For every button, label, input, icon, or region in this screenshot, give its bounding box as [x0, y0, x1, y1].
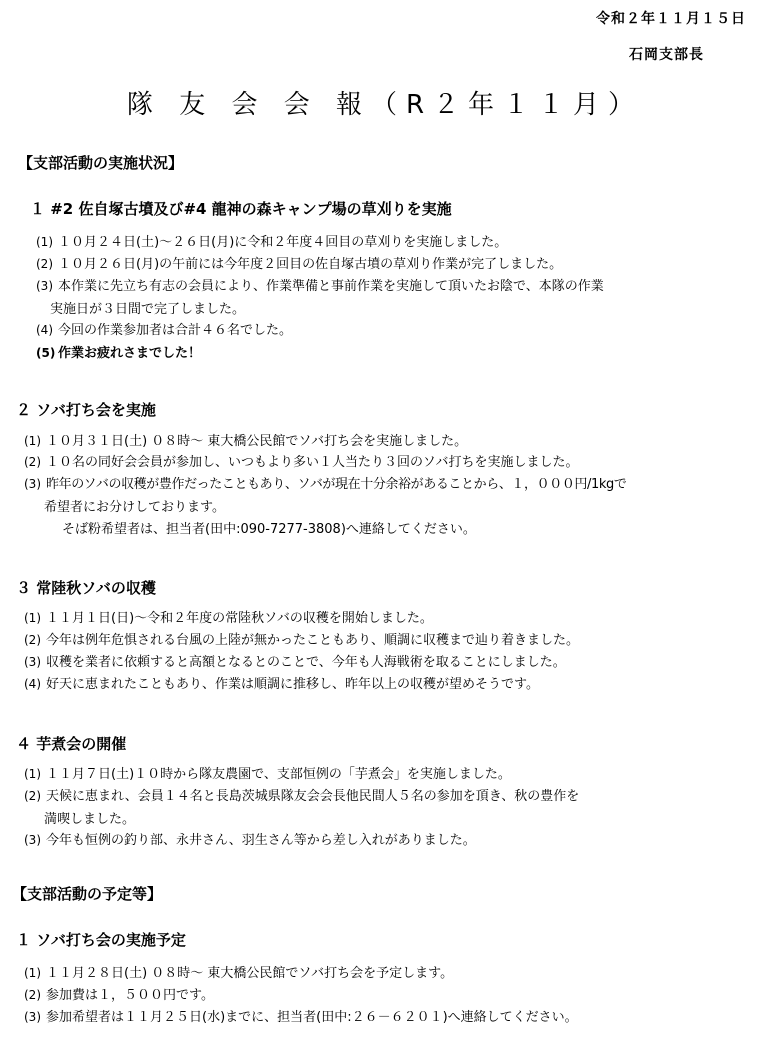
list-item: (5) 作業お疲れさまでした！	[36, 346, 202, 361]
heading-soba-plan: １ ソバ打ち会の実施予定	[16, 931, 186, 949]
list-item: (3) 収穫を業者に依頼すると高額となるとのことで、今年も人海戦術を取ることにしました。	[24, 655, 566, 670]
list-item: (2) 参加費は１，５００円です。	[24, 988, 214, 1003]
list-item-continuation: 実施日が３日間で完了しました。	[50, 302, 246, 317]
heading-imoni: ４ 芋煮会の開催	[16, 735, 127, 753]
list-item: (2) １０名の同好会会員が参加し、いつもより多い１人当たり３回のソバ打ちを実施しました。	[24, 455, 579, 470]
list-item: (3) 今年も恒例の釣り部、永井さん、羽生さん等から差し入れがありました。	[24, 833, 476, 848]
document-title: 隊 友 会 会 報（R２年１１月）	[126, 90, 644, 120]
list-item-continuation: 希望者にお分けしております。	[44, 500, 225, 515]
list-item: (2) 天候に恵まれ、会員１４名と長島茨城県隊友会会長他民間人５名の参加を頂き、秋の豊作を	[24, 789, 580, 804]
list-item: (2) 今年は例年危惧される台風の上陸が無かったこともあり、順調に収穫まで辿り着きました。	[24, 633, 580, 648]
document-date: 令和２年１１月１５日	[596, 11, 746, 27]
heading-soba-event: ２ ソバ打ち会を実施	[16, 401, 156, 419]
list-item: (4) 今回の作業参加者は合計４６名でした。	[36, 323, 293, 338]
contact-note: そば粉希望者は、担当者(田中:090-7277-3808)へ連絡してください。	[62, 522, 476, 537]
list-item: (3) 本作業に先立ち有志の会員により、作業準備と事前作業を実施して頂いたお陰で、本隊の作業	[36, 279, 604, 294]
list-item: (2) １０月２６日(月)の午前には今年度２回目の佐自塚古墳の草刈り作業が完了しました。	[36, 257, 563, 272]
list-item: (1) １１月２８日(土) ０８時～ 東大橋公民館でソバ打ち会を予定します。	[24, 966, 454, 981]
list-item: (1) １１月７日(土)１０時から隊友農園で、支部恒例の「芋煮会」を実施しました。	[24, 767, 511, 782]
list-item: (3) 参加希望者は１１月２５日(水)までに、担当者(田中:２６－６２０１)へ連絡してください。	[24, 1010, 578, 1025]
list-item: (1) １１月１日(日)～令和２年度の常陸秋ソバの収穫を開始しました。	[24, 611, 433, 626]
list-item: (1) １０月３１日(土) ０８時～ 東大橋公民館でソバ打ち会を実施しました。	[24, 434, 468, 449]
list-item: (1) １０月２４日(土)～２６日(月)に令和２年度４回目の草刈りを実施しました。	[36, 235, 508, 250]
list-item: (4) 好天に恵まれたこともあり、作業は順調に推移し、昨年以上の収穫が望めそうです。	[24, 677, 539, 692]
heading-soba-harvest: ３ 常陸秋ソバの収穫	[16, 579, 156, 597]
heading-grass-cutting: １ #2 佐自塚古墳及び#4 龍神の森キャンプ場の草刈りを実施	[30, 200, 452, 218]
document-author: 石岡支部長	[629, 47, 704, 63]
list-item-continuation: 満喫しました。	[44, 812, 136, 827]
section-title-activities: 【支部活動の実施状況】	[18, 154, 184, 172]
section-title-plans: 【支部活動の予定等】	[12, 885, 163, 903]
list-item: (3) 昨年のソバの収穫が豊作だったこともあり、ソバが現在十分余裕があることから、１，０００円/1kgで	[24, 477, 627, 492]
